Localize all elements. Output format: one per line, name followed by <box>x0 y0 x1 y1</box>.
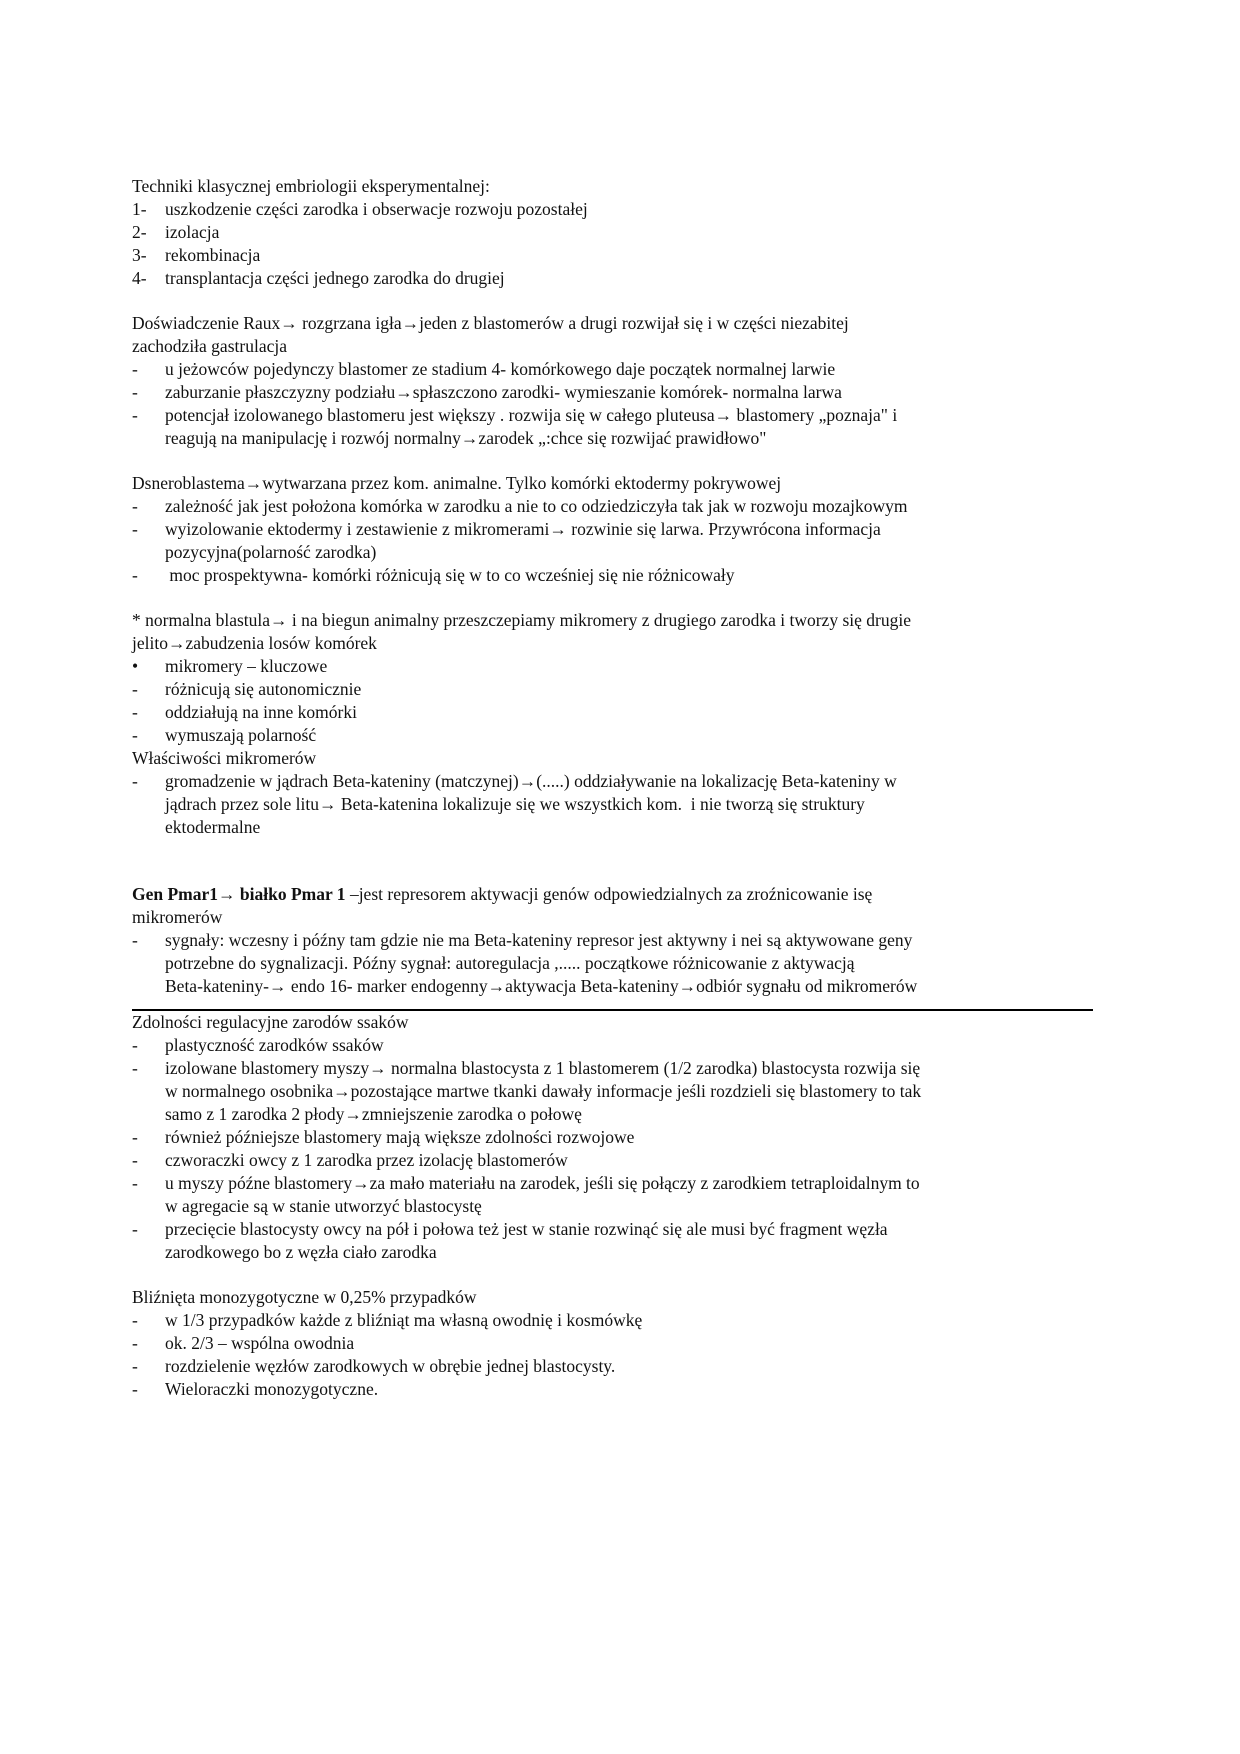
line-text: czworaczki owcy z 1 zarodka przez izolację blastomerów <box>165 1150 568 1170</box>
list-item <box>132 1057 1092 1126</box>
text-line <box>165 1241 888 1264</box>
list-item <box>132 1309 1092 1332</box>
text-line <box>132 747 1092 770</box>
paragraph <box>132 312 1092 358</box>
text-line <box>165 1149 568 1172</box>
text-line <box>165 701 357 724</box>
text-body <box>165 518 881 564</box>
text-line <box>165 1195 920 1218</box>
section-4 <box>132 609 1092 839</box>
text-line <box>165 1355 615 1378</box>
text-line <box>132 1011 1092 1034</box>
line-text: izolowane blastomery myszy→ normalna blastocysta z 1 blastomerem (1/2 zarodka) blastocysta rozwija się <box>165 1058 921 1078</box>
section-3 <box>132 472 1092 587</box>
list-marker: 4- <box>132 268 147 288</box>
line-text: ektodermalne <box>165 817 261 837</box>
line-text: rekombinacja <box>165 245 261 265</box>
list-marker: - <box>132 1035 138 1055</box>
line-text: Wieloraczki monozygotyczne. <box>165 1379 379 1399</box>
line-text: Doświadczenie Raux→ rozgrzana igła→jeden z blastomerów a drugi rozwijał się i w części niezabitej <box>132 313 849 333</box>
paragraph <box>132 883 1092 929</box>
list-item <box>132 244 1092 267</box>
text-line <box>165 952 917 975</box>
list-item <box>132 1172 1092 1218</box>
line-text: plastyczność zarodków ssaków <box>165 1035 384 1055</box>
line-text: jądrach przez sole litu→ Beta-katenina lokalizuje się we wszystkich kom. i nie tworzą się struktury <box>165 794 865 814</box>
text-body <box>165 244 260 267</box>
text-line <box>165 404 897 427</box>
line-text: w agregacie są w stanie utworzyć blastocystę <box>165 1196 482 1216</box>
text-line <box>165 427 897 450</box>
text-line <box>132 609 1092 632</box>
line-text: Właściwości mikromerów <box>132 748 317 768</box>
text-line <box>165 221 219 244</box>
section-6 <box>132 1011 1092 1264</box>
list-item <box>132 1355 1092 1378</box>
text-line <box>132 906 1092 929</box>
text-body <box>165 770 897 839</box>
list-item <box>132 495 1092 518</box>
line-text: ok. 2/3 – wspólna owodnia <box>165 1333 355 1353</box>
list-marker: - <box>132 519 138 539</box>
text-body <box>132 1286 1092 1309</box>
list-item <box>132 1218 1092 1264</box>
list-marker: 3- <box>132 245 147 265</box>
text-body <box>165 358 835 381</box>
line-text: Bliźnięta monozygotyczne w 0,25% przypadków <box>132 1287 477 1307</box>
text-body <box>165 655 327 678</box>
text-body <box>165 267 505 290</box>
text-body <box>132 609 1092 655</box>
list-item <box>132 1126 1092 1149</box>
text-body <box>165 198 588 221</box>
list-marker: - <box>132 1379 138 1399</box>
text-body <box>165 1057 921 1126</box>
paragraph <box>132 175 1092 198</box>
list-item <box>132 701 1092 724</box>
list-item <box>132 564 1092 587</box>
list-item <box>132 518 1092 564</box>
list-item <box>132 678 1092 701</box>
text-line <box>165 541 881 564</box>
text-line <box>132 1286 1092 1309</box>
text-line <box>165 1172 920 1195</box>
paragraph <box>132 609 1092 655</box>
text-line <box>165 518 881 541</box>
text-body <box>165 1355 615 1378</box>
document-page <box>132 175 1092 1401</box>
text-body <box>165 1378 378 1401</box>
text-body <box>165 564 735 587</box>
list-marker: - <box>132 1058 138 1078</box>
bold-heading: Gen Pmar1→ białko Pmar 1 <box>132 884 346 904</box>
text-body <box>132 472 1092 495</box>
text-line <box>165 678 361 701</box>
line-text: zarodkowego bo z węzła ciało zarodka <box>165 1242 437 1262</box>
line-text: potrzebne do sygnalizacji. Późny sygnał: autoregulacja ,..... początkowe różnicowanie z aktywacją <box>165 953 855 973</box>
text-line <box>165 1103 921 1126</box>
list-marker: - <box>132 1219 138 1239</box>
text-body <box>165 1149 568 1172</box>
list-item <box>132 267 1092 290</box>
line-text: Dsneroblastema→wytwarzana przez kom. animalne. Tylko komórki ektodermy pokrywowej <box>132 473 782 493</box>
list-item <box>132 1378 1092 1401</box>
line-text: wymuszają polarność <box>165 725 317 745</box>
list-item <box>132 1034 1092 1057</box>
line-text: oddziałują na inne komórki <box>165 702 357 722</box>
text-body <box>165 678 361 701</box>
paragraph <box>132 472 1092 495</box>
line-text: Zdolności regulacyjne zarodów ssaków <box>132 1012 409 1032</box>
line-text: sygnały: wczesny i późny tam gdzie nie ma Beta-kateniny represor jest aktywny i nei są aktywowane geny <box>165 930 913 950</box>
paragraph <box>132 1286 1092 1309</box>
list-marker: - <box>132 1150 138 1170</box>
text-line <box>165 1309 642 1332</box>
text-line <box>132 883 1092 906</box>
list-marker: - <box>132 702 138 722</box>
list-item <box>132 221 1092 244</box>
text-line <box>165 267 505 290</box>
text-line <box>165 1080 921 1103</box>
section-1 <box>132 175 1092 290</box>
text-line <box>165 724 316 747</box>
list-marker: - <box>132 771 138 791</box>
text-line <box>165 975 917 998</box>
text-line <box>165 1218 888 1241</box>
line-text: samo z 1 zarodka 2 płody→zmniejszenie zarodka o połowę <box>165 1104 582 1124</box>
text-body <box>165 724 316 747</box>
text-line <box>165 929 917 952</box>
text-body <box>165 404 897 450</box>
text-line <box>165 244 260 267</box>
text-body <box>132 1011 1092 1034</box>
line-text: zaburzanie płaszczyzny podziału→spłaszczono zarodki- wymieszanie komórek- normalna larwa <box>165 382 842 402</box>
line-text: transplantacja części jednego zarodka do drugiej <box>165 268 505 288</box>
text-body <box>165 221 219 244</box>
line-text: również późniejsze blastomery mają większe zdolności rozwojowe <box>165 1127 635 1147</box>
text-body <box>165 1332 354 1355</box>
line-text: u jeżowców pojedynczy blastomer ze stadium 4- komórkowego daje początek normalnej larwie <box>165 359 836 379</box>
line-text: potencjał izolowanego blastomeru jest większy . rozwija się w całego pluteusa→ blastomery „poznaja" i <box>165 405 898 425</box>
text-body <box>165 1172 920 1218</box>
line-text: pozycyjna(polarność zarodka) <box>165 542 377 562</box>
list-marker: - <box>132 930 138 950</box>
line-text: różnicują się autonomicznie <box>165 679 362 699</box>
line-text: w normalnego osobnika→pozostające martwe tkanki dawały informacje jeśli rozdzieli się blastomery to tak <box>165 1081 922 1101</box>
text-body <box>132 175 1092 198</box>
line-text: przecięcie blastocysty owcy na pół i połowa też jest w stanie rozwinąć się ale musi być fragment węzła <box>165 1219 888 1239</box>
paragraph <box>132 1011 1092 1034</box>
line-text: izolacja <box>165 222 220 242</box>
line-text: –jest represorem aktywacji genów odpowiedzialnych za zroźnicowanie isę <box>345 884 873 904</box>
text-body <box>165 1126 634 1149</box>
text-line <box>165 358 835 381</box>
text-line <box>165 655 327 678</box>
text-body <box>165 495 908 518</box>
list-marker: - <box>132 725 138 745</box>
list-marker: - <box>132 1127 138 1147</box>
list-marker: - <box>132 405 138 425</box>
line-text: * normalna blastula→ i na biegun animalny przeszczepiamy mikromery z drugiego zarodka i tworzy się drugie <box>132 610 911 630</box>
text-line <box>165 381 842 404</box>
list-marker: - <box>132 496 138 516</box>
text-body <box>132 747 1092 770</box>
text-line <box>165 1378 378 1401</box>
list-marker: - <box>132 1333 138 1353</box>
list-marker: - <box>132 1356 138 1376</box>
section-5 <box>132 883 1092 998</box>
list-item <box>132 381 1092 404</box>
text-line <box>132 175 1092 198</box>
section-7 <box>132 1286 1092 1401</box>
list-marker: - <box>132 1310 138 1330</box>
text-line <box>132 335 1092 358</box>
list-item <box>132 929 1092 998</box>
list-marker: - <box>132 1173 138 1193</box>
line-text: mikromerów <box>132 907 223 927</box>
section-2 <box>132 312 1092 450</box>
line-text: Beta-kateniny-→ endo 16- marker endogenny→aktywacja Beta-kateniny→odbiór sygnału od mikromerów <box>165 976 918 996</box>
text-line <box>165 198 588 221</box>
line-text: w 1/3 przypadków każde z bliźniąt ma własną owodnię i kosmówkę <box>165 1310 643 1330</box>
line-text: zależność jak jest położona komórka w zarodku a nie to co odziedziczyła tak jak w rozwoju mozajkowym <box>165 496 908 516</box>
list-marker: - <box>132 382 138 402</box>
line-text: jelito→zabudzenia losów komórek <box>132 633 377 653</box>
text-line <box>165 816 897 839</box>
text-line <box>165 770 897 793</box>
line-text: wyizolowanie ektodermy i zestawienie z mikromerami→ rozwinie się larwa. Przywrócona informacja <box>165 519 881 539</box>
list-item <box>132 1149 1092 1172</box>
text-body <box>165 1218 888 1264</box>
list-item <box>132 770 1092 839</box>
paragraph <box>132 747 1092 770</box>
text-body <box>165 1309 642 1332</box>
text-line <box>165 564 735 587</box>
text-line <box>132 632 1092 655</box>
list-marker: - <box>132 565 138 585</box>
line-text: u myszy późne blastomery→za mało materiału na zarodek, jeśli się połączy z zarodkiem tetraploidalnym to <box>165 1173 920 1193</box>
text-line <box>132 472 1092 495</box>
list-item <box>132 404 1092 450</box>
text-line <box>132 312 1092 335</box>
list-marker: 1- <box>132 199 147 219</box>
line-text: uszkodzenie części zarodka i obserwacje rozwoju pozostałej <box>165 199 588 219</box>
text-body <box>165 929 917 998</box>
line-text: rozdzielenie węzłów zarodkowych w obrębie jednej blastocysty. <box>165 1356 616 1376</box>
text-line <box>165 1034 384 1057</box>
line-text: gromadzenie w jądrach Beta-kateniny (matczynej)→(.....) oddziaływanie na lokalizację Beta-kateniny w <box>165 771 897 791</box>
list-item <box>132 1332 1092 1355</box>
list-item <box>132 358 1092 381</box>
text-line <box>165 495 908 518</box>
list-item <box>132 198 1092 221</box>
list-marker: 2- <box>132 222 147 242</box>
list-marker: • <box>132 656 139 676</box>
list-item <box>132 655 1092 678</box>
text-line <box>165 1126 634 1149</box>
line-text: Techniki klasycznej embriologii eksperymentalnej: <box>132 176 490 196</box>
line-text: moc prospektywna- komórki różnicują się w to co wcześniej się nie różnicowały <box>165 565 735 585</box>
text-line <box>165 1332 354 1355</box>
line-text: mikromery – kluczowe <box>165 656 328 676</box>
text-body <box>165 1034 384 1057</box>
line-text: zachodziła gastrulacja <box>132 336 287 356</box>
text-line <box>165 1057 921 1080</box>
list-marker: - <box>132 679 138 699</box>
list-item <box>132 724 1092 747</box>
text-line <box>165 793 897 816</box>
text-body <box>132 312 1092 358</box>
text-body <box>165 381 842 404</box>
list-marker: - <box>132 359 138 379</box>
line-text: reagują na manipulację i rozwój normalny→zarodek „:chce się rozwijać prawidłowo" <box>165 428 767 448</box>
text-body <box>132 883 1092 929</box>
text-body <box>165 701 357 724</box>
